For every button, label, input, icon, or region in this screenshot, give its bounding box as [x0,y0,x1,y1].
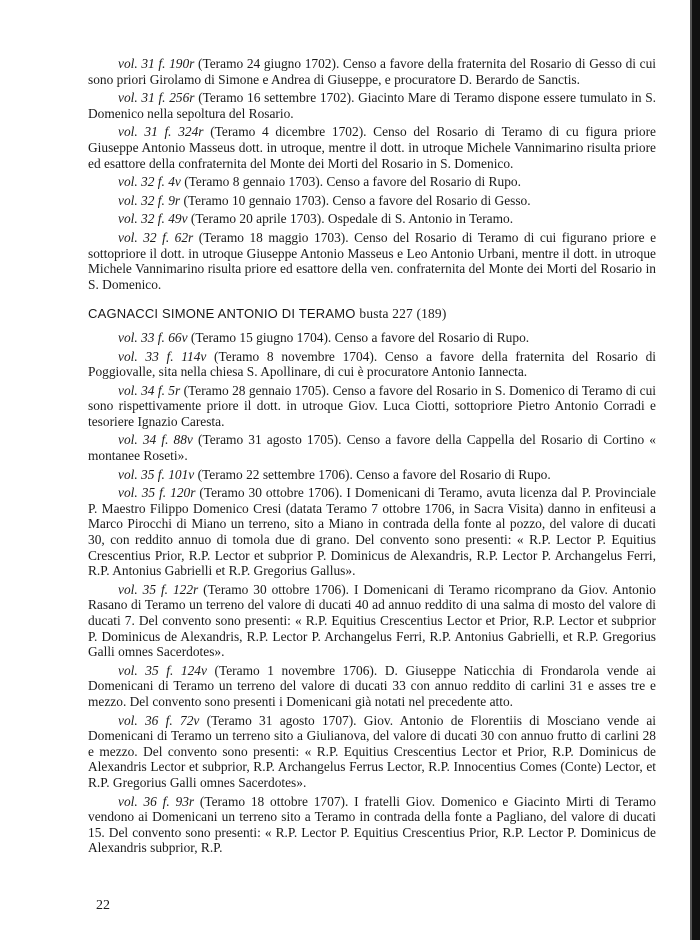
entry-text: (Teramo 28 gennaio 1705). Censo a favore del Rosario in S. Domenico di Teramo di cui sono rispettivamente priore il dott. in utroque Giov. Luca Ciotti, sottopriore Pietro Antonio Corradi e tesoriere Ignazio Caresta. [88,382,656,429]
entry-reference: vol. 32 f. 9r [118,192,181,208]
archive-entry [88,432,656,463]
archive-entry [88,174,656,190]
archive-entry [88,663,656,710]
archive-entry [88,211,656,227]
archive-entry [88,485,656,579]
heading-name: CAGNACCI SIMONE ANTONIO DI TERAMO [88,306,356,322]
archive-entry [88,349,656,380]
archive-entry [88,713,656,791]
entry-text: (Teramo 1 novembre 1706). D. Giuseppe Naticchia di Frondarola vende ai Domenicani di Teramo un terreno del valore di ducati 33 con annuo reddito di carlini 31 e asses tre e mezzo. Del convento sono presenti i Domenicani già notati nel precedente atto. [88,662,656,709]
entry-text: (Teramo 8 novembre 1704). Censo a favore della fraternita del Rosario di Poggiovalle, sita nella chiesa S. Apollinare, di cui è procuratore Antonio Iannecta. [88,348,656,380]
entry-text: (Teramo 30 ottobre 1706). I Domenicani di Teramo, avuta licenza dal P. Provinciale P. Maestro Filippo Domenico Cresi (datata Teramo 7 ottobre 1706, in Sacra Visita) danno in enfiteusi a Marco Pirocchi di Miano un terreno, sito a Miano in contrada della fonte al pozzo, del valore di ducati 30, con reddito annuo di tomola due di grano. Del convento sono presenti: « R.P. Lector P. Equitius Crescentius Prior, R.P. Lector et subprior P. Dominicus de Alexandris, R.P. Lector P. Archangelus Ferri, R.P. Antonius Gabrielli et R.P. Gregorius Gallus». [88,485,656,579]
entry-reference: vol. 35 f. 122r [118,581,199,597]
page-number: 22 [96,898,110,913]
entry-reference: vol. 36 f. 72v [118,712,200,728]
entry-text: (Teramo 22 settembre 1706). Censo a favore del Rosario di Rupo. [194,466,551,482]
archive-entry [88,230,656,292]
entry-text: (Teramo 4 dicembre 1702). Censo del Rosario di Teramo di cu figura priore Giuseppe Antonio Masseus dott. in utroque, mentre il dott. in utroque Michele Vannimarino risulta priore ed esattore della confraternita del Monte dei Morti del Rosario in S. Domenico. [88,124,656,171]
entry-text: (Teramo 18 ottobre 1707). I fratelli Giov. Domenico e Giacinto Mirti di Teramo vendono ai Domenicani un terreno sito a Teramo in contrada della fonte a Pagliano, del valore di ducati 15. Del convento sono presenti: « R.P. Lector P. Equitius Crescentius Prior, R.P. Lector P. Dominicus de Alexandris subprior, R.P. [88,793,656,856]
entries-block-1 [88,56,656,292]
section-heading [88,306,656,322]
archive-entry [88,124,656,171]
archive-entry [88,794,656,856]
entry-text: (Teramo 8 gennaio 1703). Censo a favore del Rosario di Rupo. [180,174,521,190]
archive-entry [88,56,656,87]
entry-reference: vol. 34 f. 88v [118,432,193,448]
archive-entry [88,383,656,430]
entry-text: (Teramo 31 agosto 1705). Censo a favore della Cappella del Rosario di Cortino « montanee Roseti». [88,432,656,464]
entry-text: (Teramo 31 agosto 1707). Giov. Antonio de Florentiis di Mosciano vende ai Domenicani di Teramo un terreno sito a Giulianova, del valore di ducati 30 con annuo frutto di carlini 28 e mezzo. Del convento sono presenti: « R.P. Equitius Crescentius Lector et Prior, R.P. Dominicus de Alexandris Lector et subprior, R.P. Archangelus Ferrus Lector, R.P. Innocentius Comes (Conte) Lector, et R.P. Gregorius Galli omnes Sacerdotes». [88,712,656,790]
entry-reference: vol. 31 f. 256r [118,90,195,106]
entry-reference: vol. 31 f. 190r [118,56,195,71]
entry-text: (Teramo 20 aprile 1703). Ospedale di S. Antonio in Teramo. [187,211,514,227]
entry-reference: vol. 35 f. 101v [118,466,195,482]
archive-entry [88,582,656,660]
entry-reference: vol. 32 f. 4v [118,174,181,190]
entry-reference: vol. 33 f. 66v [118,329,188,345]
entry-text: (Teramo 30 ottobre 1706). I Domenicani di Teramo ricomprano da Giov. Antonio Rasano di Teramo un terreno del valore di ducati 40 ad annuo reddito di una salma di mosto del valore di ducati 7. Del convento sono presenti: « R.P. Equitius Crescentius Lector et Prior, R.P. Lector et subprior P. Dominicus de Alexandris, R.P. Lector P. Archangelus Ferri, R.P. Antonius Gabrielli, et R.P. Gregorius Galli omnes Sacerdotes». [88,581,656,660]
heading-signature: busta 227 (189) [359,306,447,322]
entries-block-2 [88,330,656,856]
archive-entry [88,193,656,209]
entry-reference: vol. 34 f. 5r [118,382,181,398]
entry-reference: vol. 33 f. 114v [118,348,207,364]
entry-text: (Teramo 10 gennaio 1703). Censo a favore del Rosario di Gesso. [180,192,531,208]
entry-text: (Teramo 24 giugno 1702). Censo a favore della fraternita del Rosario di Gesso di cui sono priori Girolamo di Simone e Andrea di Giuseppe, e procuratore D. Berardo de Sanctis. [88,56,656,87]
entry-reference: vol. 32 f. 62r [118,229,194,245]
document-body [88,56,656,859]
archive-entry [88,90,656,121]
entry-text: (Teramo 16 settembre 1702). Giacinto Mare di Teramo dispone essere tumulato in S. Domenico nella sepoltura del Rosario. [88,90,656,121]
entry-reference: vol. 35 f. 120r [118,485,196,501]
page-edge [692,0,700,940]
entry-text: (Teramo 18 maggio 1703). Censo del Rosario di Teramo di cui figurano priore e sottopriore il dott. in utroque Giuseppe Antonio Masseus e Leo Antonio Urbani, mentre il dott. in utroque Michele Vannimarino risulta priore ed esattore della ven. confraternita del Monte dei Morti del Rosario in S. Domenico. [88,229,657,292]
entry-reference: vol. 32 f. 49v [118,211,188,227]
archive-entry [88,467,656,483]
entry-reference: vol. 31 f. 324r [118,124,204,140]
entry-reference: vol. 35 f. 124v [118,662,207,678]
entry-reference: vol. 36 f. 93r [118,793,195,809]
archive-entry [88,330,656,346]
entry-text: (Teramo 15 giugno 1704). Censo a favore del Rosario di Rupo. [187,329,530,345]
